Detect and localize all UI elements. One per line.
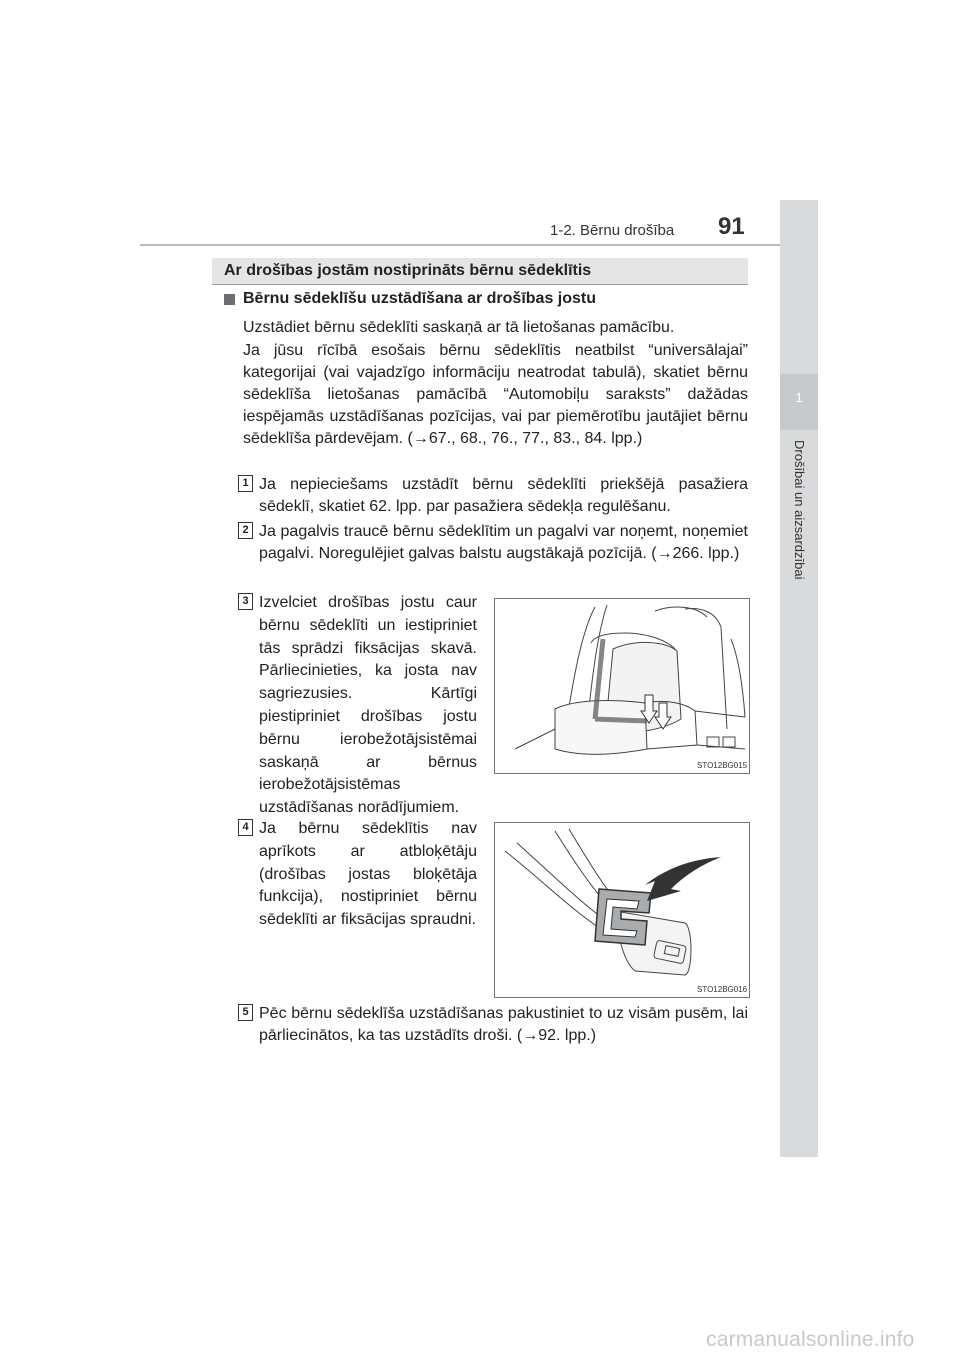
chapter-number: 1: [795, 390, 803, 405]
step-number-5: 5: [238, 1004, 253, 1021]
figure-code: STO12BG016: [697, 985, 748, 994]
intro-paragraph: Ja jūsu rīcībā esošais bērnu sēdeklītis neatbilst “universālajai” kategorijai (vai vajadzīgo informāciju neatrodat tabulā), skatiet bērnu sēdeklīša lietošanas pamācībā “Automobiļu saraksts” dažādas iespējamās uzstādīšanas pozīcijas, vai par piemērotību jautājiet bērnu sēdeklīša pārdevējam. (→67., 68., 76., 77., 83., 84. lpp.): [243, 342, 748, 447]
step-number-2: 2: [238, 522, 253, 539]
subheading-square-icon: [224, 294, 235, 305]
locking-clip-figure: [494, 822, 750, 998]
step-text-2: Ja pagalvis traucē bērnu sēdeklītim un pagalvi var noņemt, noņemiet pagalvi. Noregulējiet galvas balstu augstākajā pozīcijā. (→266. lpp.): [259, 523, 748, 562]
step-number-3: 3: [238, 593, 253, 610]
step-text-4: Ja bērnu sēdeklītis nav aprīkots ar atbloķētāju (drošības jostas bloķētāja funkcija), nostipriniet bērnu sēdeklīti ar fiksācijas spraudni.: [259, 820, 477, 929]
chapter-label: Drošībai un aizsardzībai: [792, 440, 807, 580]
step-text-5: Pēc bērnu sēdeklīša uzstādīšanas pakustiniet to uz visām pusēm, lai pārliecinātos, ka tas uzstādīts droši. (→92. lpp.): [259, 1005, 748, 1044]
locking-clip-illustration: [495, 823, 749, 997]
step-text-1: Ja nepieciešams uzstādīt bērnu sēdeklīti priekšējā pasažiera sēdeklī, skatiet 62. lpp. par pasažiera sēdekļa regulēšanu.: [259, 476, 748, 515]
child-seat-figure: [494, 598, 750, 774]
page-number: 91: [718, 213, 745, 240]
step-number-1: 1: [238, 475, 253, 492]
step-text-3: Izvelciet drošības jostu caur bērnu sēdeklīti un iestipriniet tās sprādzi fiksācijas skavā. Pārliecinieties, ka josta nav sagriezusies. Kārtīgi piestipriniet drošības jostu bērnu ierobežotājsistēmai saskaņā ar bērnus ierobežotājsistēmas uzstādīšanas norādījumiem.: [259, 594, 477, 817]
header-rule: [140, 244, 818, 246]
side-tab-bar: [780, 200, 818, 1157]
figure-code: STO12BG015: [697, 761, 748, 770]
section-heading: Ar drošības jostām nostiprināts bērnu sēdeklītis: [224, 262, 592, 279]
section-title: 1-2. Bērnu drošība: [550, 222, 675, 239]
title-underline: [212, 284, 748, 285]
intro-line: Uzstādiet bērnu sēdeklīti saskaņā ar tā lietošanas pamācību.: [243, 319, 675, 336]
child-seat-illustration: [495, 599, 749, 773]
watermark: carmanualsonline.info: [706, 1328, 915, 1351]
subheading: Bērnu sēdeklīšu uzstādīšana ar drošības jostu: [243, 290, 596, 307]
step-number-4: 4: [238, 819, 253, 836]
